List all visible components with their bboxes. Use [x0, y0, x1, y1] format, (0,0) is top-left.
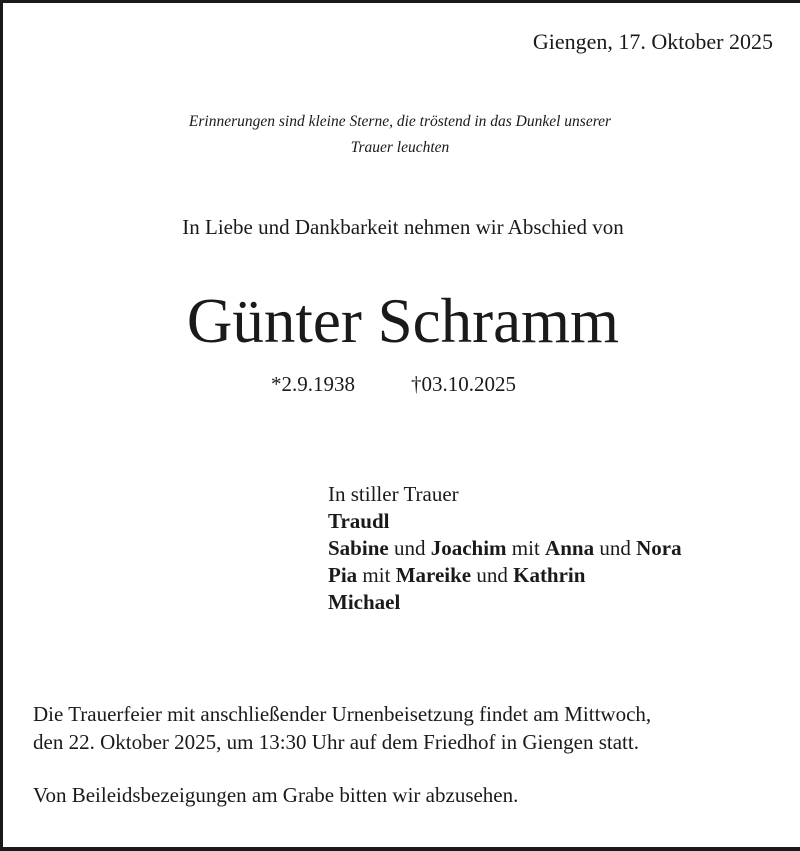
ceremony-info	[33, 700, 651, 756]
mourner-joachim: Joachim	[430, 536, 507, 560]
mourner-pia: Pia	[328, 563, 358, 587]
mourner-traudl: Traudl	[328, 509, 390, 533]
death-date: †03.10.2025	[411, 372, 516, 396]
birth-date: *2.9.1938	[271, 372, 355, 396]
mourner-anna: Anna	[545, 536, 595, 560]
intro-text: In Liebe und Dankbarkeit nehmen wir Abschied von	[182, 215, 624, 239]
quote-line-2: Trauer leuchten	[350, 139, 450, 156]
ceremony-line-1: Die Trauerfeier mit anschließender Urnenbeisetzung findet am Mittwoch,	[33, 702, 652, 726]
deceased-name: Günter Schramm	[186, 286, 620, 356]
quote-line-1: Erinnerungen sind kleine Sterne, die tröstend in das Dunkel unserer	[188, 113, 612, 130]
connector-mit: mit	[362, 563, 391, 587]
connector-und: und	[599, 536, 631, 560]
connector-und: und	[393, 536, 426, 560]
mourner-sabine: Sabine	[328, 536, 389, 560]
mourner-mareike: Mareike	[395, 563, 472, 587]
mourner-line-2	[328, 535, 682, 562]
mourners-block	[328, 481, 682, 616]
ceremony-line-2: den 22. Oktober 2025, um 13:30 Uhr auf dem Friedhof in Giengen statt.	[33, 730, 639, 754]
memorial-quote	[0, 109, 800, 161]
mourner-line-1	[328, 508, 682, 535]
mourner-michael: Michael	[328, 590, 401, 614]
mourner-kathrin: Kathrin	[513, 563, 586, 587]
connector-und: und	[476, 563, 508, 587]
condolence-note: Von Beileidsbezeigungen am Grabe bitten wir abzusehen.	[33, 783, 519, 807]
mourner-nora: Nora	[636, 536, 682, 560]
connector-mit: mit	[511, 536, 540, 560]
mourner-line-3	[328, 562, 682, 589]
place-date: Giengen, 17. Oktober 2025	[532, 29, 773, 54]
mourner-line-4	[328, 589, 682, 616]
mourners-heading: In stiller Trauer	[328, 482, 459, 506]
